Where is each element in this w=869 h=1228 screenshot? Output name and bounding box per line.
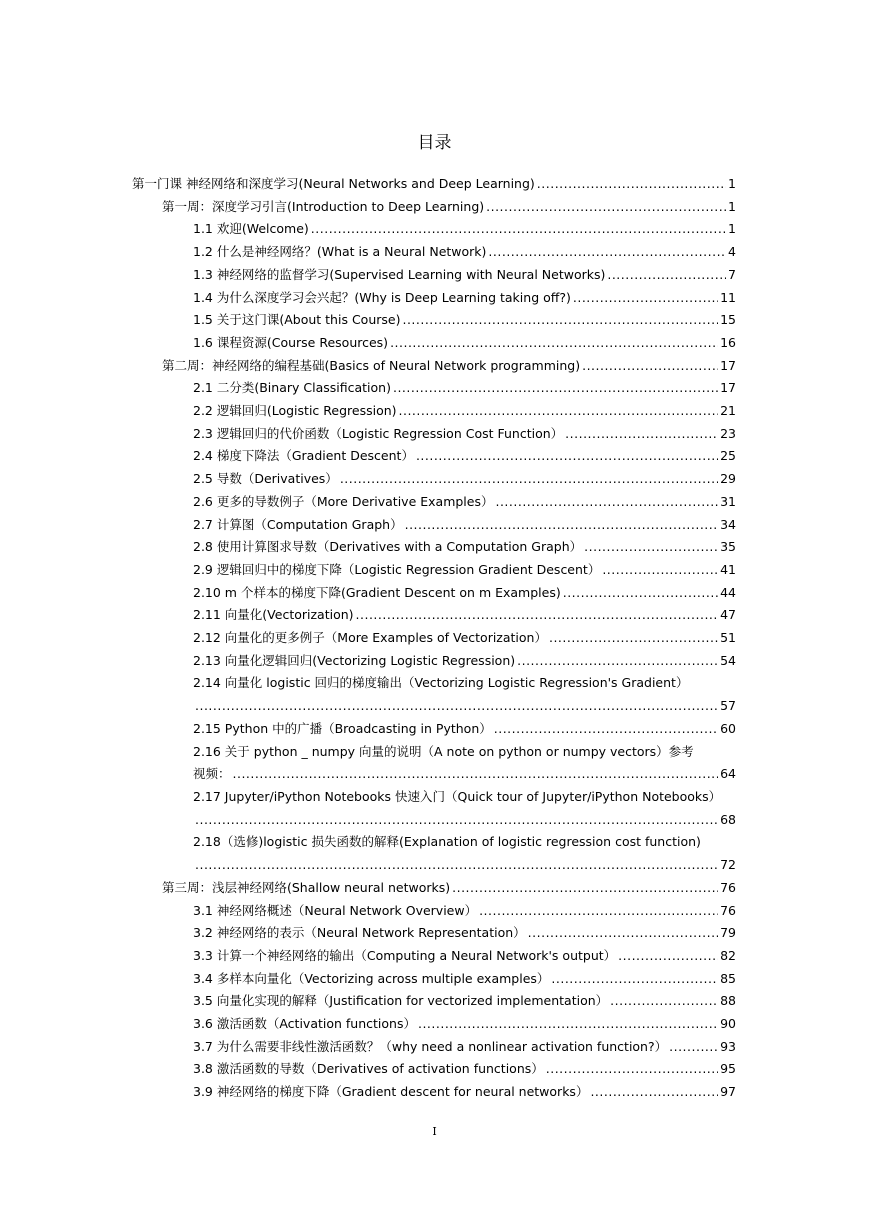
toc-entry[interactable] <box>193 945 869 968</box>
toc-entry-title: 2.9 逻辑回归中的梯度下降（Logistic Regression Gradient Descent） <box>193 561 601 577</box>
dot-leader <box>563 582 718 605</box>
toc-page-number: 95 <box>720 1061 736 1077</box>
toc-entry-title: 2.15 Python 中的广播（Broadcasting in Python） <box>193 720 492 736</box>
toc-page-number: 47 <box>720 607 736 623</box>
toc-entry[interactable] <box>193 536 869 559</box>
toc-entry[interactable] <box>193 445 869 468</box>
toc-entry-title: 2.5 导数（Derivatives） <box>193 471 338 487</box>
toc-entry-title: 3.5 向量化实现的解释（Justification for vectorized implementation） <box>193 993 609 1009</box>
toc-entry[interactable] <box>193 650 869 673</box>
toc-page-number: 34 <box>720 516 736 532</box>
toc-page-number: 11 <box>720 289 736 305</box>
toc-entry[interactable] <box>162 196 869 219</box>
toc-page-number: 90 <box>720 1016 736 1032</box>
toc-entry-title: 1.1 欢迎(Welcome) <box>193 221 309 237</box>
toc-page-number: 82 <box>720 947 736 963</box>
toc-entry-title: 1.5 关于这门课(About this Course) <box>193 312 401 328</box>
toc-entry-title: 1.2 什么是神经网络？(What is a Neural Network) <box>193 244 487 260</box>
toc-entry-title: 3.1 神经网络概述（Neural Network Overview） <box>193 902 478 918</box>
dot-leader <box>602 559 718 582</box>
toc-entry-title: 2.4 梯度下降法（Gradient Descent） <box>193 448 414 464</box>
toc-entry-title: 3.6 激活函数（Activation functions） <box>193 1016 416 1032</box>
toc-entry[interactable] <box>193 468 869 491</box>
toc-entry-title: 2.12 向量化的更多例子（More Examples of Vectorization） <box>193 630 547 646</box>
dot-leader <box>399 400 719 423</box>
toc-entry-title: 3.4 多样本向量化（Vectorizing across multiple examples） <box>193 970 550 986</box>
toc-entry-title: 2.11 向量化(Vectorization) <box>193 607 354 623</box>
dot-leader <box>356 604 719 627</box>
toc-entry[interactable] <box>193 718 869 741</box>
dot-leader <box>669 1036 718 1059</box>
toc-page-number: 88 <box>720 993 736 1009</box>
toc-entry[interactable] <box>193 1081 869 1104</box>
toc-entry[interactable] <box>162 355 869 378</box>
toc-entry-title: 第一门课 神经网络和深度学习(Neural Networks and Deep Learning) <box>132 176 535 191</box>
toc-entry[interactable] <box>193 332 869 355</box>
toc-entry[interactable] <box>193 582 869 605</box>
toc-page-number: 7 <box>728 266 736 282</box>
toc-entry[interactable] <box>193 1058 869 1081</box>
toc-entry-title: 3.2 神经网络的表示（Neural Network Representation） <box>193 925 526 941</box>
toc-entry[interactable] <box>193 1036 869 1059</box>
toc-entry[interactable] <box>193 604 869 627</box>
toc-entry-title: 2.16 关于 python _ numpy 向量的说明（A note on python or numpy vectors）参考 <box>193 743 694 759</box>
toc-entry[interactable] <box>132 173 869 196</box>
toc-entry[interactable] <box>193 241 869 264</box>
toc-entry[interactable] <box>193 309 869 332</box>
toc-entry[interactable] <box>193 922 869 945</box>
dot-leader <box>488 241 726 264</box>
dot-leader <box>486 196 726 219</box>
dot-leader <box>582 355 718 378</box>
dot-leader <box>590 1081 718 1104</box>
toc-entry-title: 2.6 更多的导数例子（More Derivative Examples） <box>193 493 494 509</box>
toc-entry-title: 第二周：神经网络的编程基础(Basics of Neural Network programming) <box>162 357 581 373</box>
toc-page-number: 1 <box>728 198 736 214</box>
dot-leader <box>565 423 718 446</box>
toc-entry-title: 1.4 为什么深度学习会兴起？(Why is Deep Learning taking off?) <box>193 289 571 305</box>
dot-leader <box>405 514 719 537</box>
dot-leader <box>402 309 718 332</box>
toc-page-number: 85 <box>720 970 736 986</box>
dot-leader <box>618 945 718 968</box>
toc-entry-title: 1.6 课程资源(Course Resources) <box>193 334 389 350</box>
page-number: I <box>432 1125 437 1138</box>
dot-leader <box>546 1058 718 1081</box>
dot-leader <box>195 854 718 877</box>
toc-entry[interactable] <box>162 877 869 900</box>
toc-entry-title: 3.9 神经网络的梯度下降（Gradient descent for neural networks） <box>193 1084 589 1100</box>
toc-page-number: 44 <box>720 584 736 600</box>
toc-entry[interactable] <box>193 627 869 650</box>
toc-page-number: 97 <box>720 1084 736 1100</box>
toc-entry-title: 2.14 向量化 logistic 回归的梯度输出（Vectorizing Logistic Regression's Gradient） <box>193 675 689 691</box>
toc-page-number: 79 <box>720 925 736 941</box>
toc-page-number: 68 <box>720 811 736 827</box>
dot-leader <box>195 809 718 832</box>
toc-entry[interactable] <box>193 491 869 514</box>
dot-leader <box>390 332 718 355</box>
dot-leader <box>479 900 718 923</box>
toc-entry-title: 2.2 逻辑回归(Logistic Regression) <box>193 403 397 419</box>
dot-leader <box>311 218 726 241</box>
page-title: 目录 <box>417 133 452 153</box>
toc-page-number: 35 <box>720 539 736 555</box>
toc-entry[interactable] <box>193 900 869 923</box>
dot-leader <box>549 627 718 650</box>
toc-entry-title: 2.13 向量化逻辑回归(Vectorizing Logistic Regression) <box>193 652 516 668</box>
toc-entry[interactable] <box>193 287 869 310</box>
dot-leader <box>528 922 718 945</box>
toc-entry-title: 2.7 计算图（Computation Graph） <box>193 516 403 532</box>
toc-entry[interactable] <box>193 741 869 786</box>
toc-page-number: 76 <box>720 902 736 918</box>
toc-page-number: 1 <box>728 221 736 237</box>
toc-entry[interactable] <box>193 264 869 287</box>
toc-page-number: 31 <box>720 493 736 509</box>
dot-leader <box>495 491 718 514</box>
toc-entry-title: 3.7 为什么需要非线性激活函数？（why need a nonlinear activation function?） <box>193 1038 668 1054</box>
toc-page-number: 1 <box>728 176 736 191</box>
dot-leader <box>393 377 718 400</box>
toc-entry[interactable] <box>193 672 869 717</box>
toc-entry-title: 2.17 Jupyter/iPython Notebooks 快速入门（Quick tour of Jupyter/iPython Notebooks） <box>193 788 722 804</box>
toc-entry[interactable] <box>193 968 869 991</box>
dot-leader <box>195 695 718 718</box>
toc-entry-title: 第一周：深度学习引言(Introduction to Deep Learning) <box>162 198 485 214</box>
toc-page-number: 15 <box>720 312 736 328</box>
toc-entry-title: 2.18（选修)logistic 损失函数的解释(Explanation of logistic regression cost function) <box>193 834 701 850</box>
toc-page-number: 64 <box>720 766 736 782</box>
toc-page-number: 4 <box>728 244 736 260</box>
toc-entry[interactable] <box>193 1013 869 1036</box>
toc-entry[interactable] <box>193 400 869 423</box>
dot-leader <box>537 173 726 196</box>
toc-entry[interactable] <box>193 990 869 1013</box>
toc-page-number: 93 <box>720 1038 736 1054</box>
toc-entry-title: 2.10 m 个样本的梯度下降(Gradient Descent on m Examples) <box>193 584 561 600</box>
dot-leader <box>610 990 718 1013</box>
dot-leader <box>452 877 718 900</box>
toc-page-number: 29 <box>720 471 736 487</box>
dot-leader <box>584 536 718 559</box>
toc-page-number: 25 <box>720 448 736 464</box>
toc-entry-continuation: 视频： <box>193 766 231 782</box>
toc-page-number: 76 <box>720 879 736 895</box>
toc-page-number: 17 <box>720 357 736 373</box>
toc-page-number: 72 <box>720 857 736 873</box>
toc-entry[interactable] <box>193 514 869 537</box>
dot-leader <box>573 287 718 310</box>
toc-entry[interactable] <box>193 423 869 446</box>
toc-entry[interactable] <box>193 218 869 241</box>
toc-entry-title: 2.1 二分类(Binary Classification) <box>193 380 391 396</box>
toc-page-number: 23 <box>720 425 736 441</box>
dot-leader <box>418 1013 718 1036</box>
dot-leader <box>233 763 719 786</box>
table-of-contents <box>0 173 869 1104</box>
toc-page-number: 16 <box>720 334 736 350</box>
toc-entry[interactable] <box>193 786 869 831</box>
toc-entry-title: 3.8 激活函数的导数（Derivatives of activation functions） <box>193 1061 544 1077</box>
toc-entry[interactable] <box>193 831 869 876</box>
dot-leader <box>517 650 718 673</box>
dot-leader <box>416 445 718 468</box>
toc-page-number: 21 <box>720 403 736 419</box>
dot-leader <box>494 718 718 741</box>
toc-page-number: 41 <box>720 561 736 577</box>
toc-entry-title: 2.8 使用计算图求导数（Derivatives with a Computation Graph） <box>193 539 583 555</box>
toc-entry[interactable] <box>193 559 869 582</box>
dot-leader <box>551 968 718 991</box>
dot-leader <box>607 264 726 287</box>
toc-entry-title: 第三周：浅层神经网络(Shallow neural networks) <box>162 879 451 895</box>
toc-page-number: 17 <box>720 380 736 396</box>
toc-page-number: 54 <box>720 652 736 668</box>
toc-page-number: 57 <box>720 698 736 714</box>
toc-page-number: 51 <box>720 630 736 646</box>
toc-page-number: 60 <box>720 720 736 736</box>
toc-entry[interactable] <box>193 377 869 400</box>
toc-entry-title: 1.3 神经网络的监督学习(Supervised Learning with Neural Networks) <box>193 266 606 282</box>
dot-leader <box>340 468 718 491</box>
toc-entry-title: 2.3 逻辑回归的代价函数（Logistic Regression Cost Function） <box>193 425 564 441</box>
toc-entry-title: 3.3 计算一个神经网络的输出（Computing a Neural Network's output） <box>193 947 617 963</box>
